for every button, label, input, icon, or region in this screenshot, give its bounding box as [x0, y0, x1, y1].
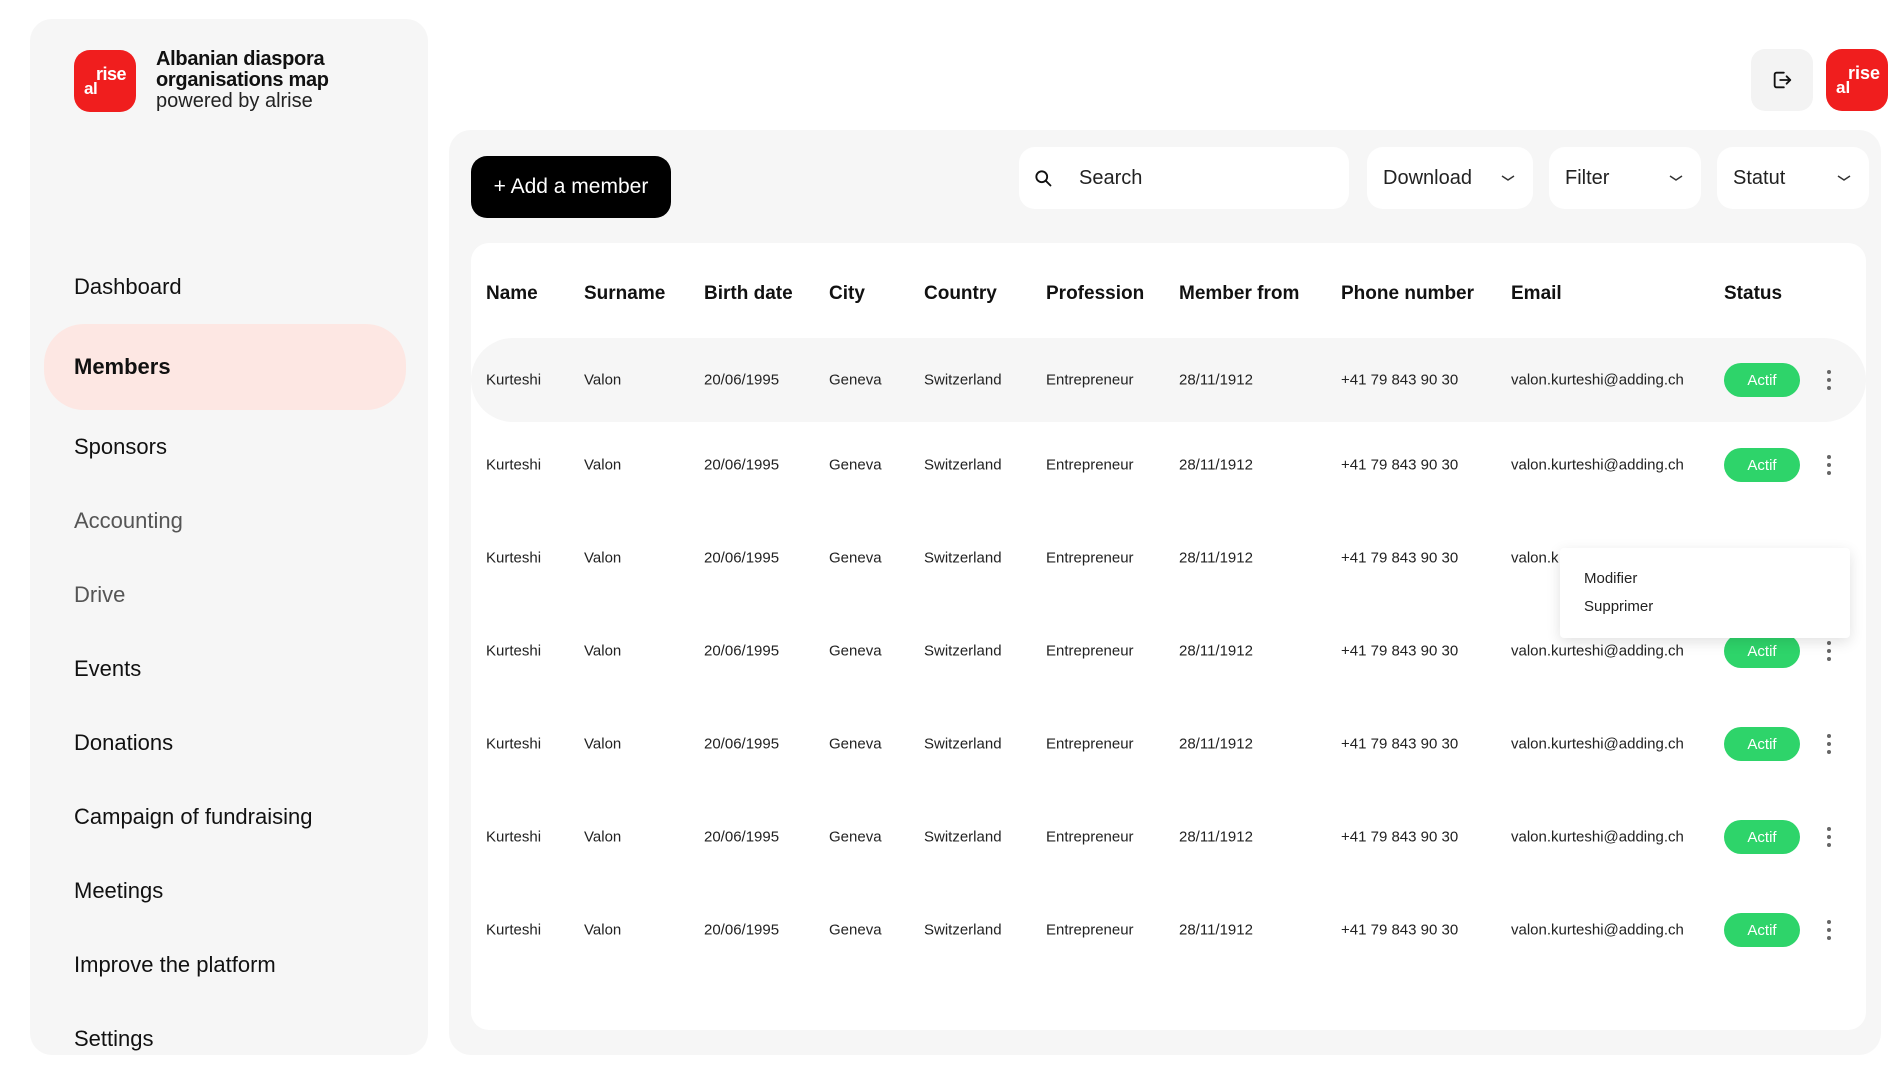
chevron-down-icon	[1501, 173, 1515, 183]
status-dropdown[interactable]	[1717, 147, 1869, 209]
brand-subtitle: powered by alrise	[156, 90, 313, 112]
header-country[interactable]: Country	[924, 283, 997, 304]
cell-birth-date: 20/06/1995	[704, 371, 780, 389]
cell-surname: Valon	[584, 371, 622, 389]
table-row[interactable]	[471, 423, 1866, 507]
brand-title-line2: organisations map	[156, 69, 329, 91]
cell-phone: +41 79 843 90 30	[1341, 921, 1459, 939]
cell-member-from: 28/11/1912	[1179, 456, 1253, 474]
kebab-menu-icon[interactable]	[1819, 638, 1839, 664]
cell-email[interactable]: valon.kurteshi@adding.ch	[1511, 371, 1684, 389]
cell-member-from: 28/11/1912	[1179, 828, 1253, 846]
cell-city: Geneva	[829, 921, 882, 939]
sidebar-item-sponsors[interactable]: Sponsors	[74, 434, 167, 459]
sidebar-item-drive[interactable]: Drive	[74, 582, 126, 607]
cell-surname: Valon	[584, 828, 622, 846]
status-label: Statut	[1733, 166, 1786, 189]
cell-country: Switzerland	[924, 921, 1002, 939]
sidebar-nav	[44, 250, 406, 1069]
cell-city: Geneva	[829, 371, 882, 389]
cell-email[interactable]: valon.kurteshi@adding.ch	[1511, 735, 1684, 753]
cell-birth-date: 20/06/1995	[704, 828, 780, 846]
cell-phone: +41 79 843 90 30	[1341, 642, 1459, 660]
cell-phone: +41 79 843 90 30	[1341, 735, 1459, 753]
cell-profession: Entrepreneur	[1046, 642, 1134, 660]
kebab-menu-icon[interactable]	[1819, 452, 1839, 478]
header-profession[interactable]: Profession	[1046, 283, 1145, 304]
sidebar-item-campaign[interactable]: Campaign of fundraising	[74, 804, 313, 829]
cell-profession: Entrepreneur	[1046, 921, 1134, 939]
cell-member-from: 28/11/1912	[1179, 549, 1253, 567]
cell-name: Kurteshi	[486, 549, 542, 567]
filter-label: Filter	[1565, 166, 1610, 189]
cell-phone: +41 79 843 90 30	[1341, 828, 1459, 846]
cell-surname: Valon	[584, 549, 622, 567]
cell-phone: +41 79 843 90 30	[1341, 456, 1459, 474]
sidebar-item-accounting[interactable]: Accounting	[74, 508, 183, 533]
cell-surname: Valon	[584, 921, 622, 939]
kebab-menu-icon[interactable]	[1819, 917, 1839, 943]
cell-birth-date: 20/06/1995	[704, 642, 780, 660]
sidebar-item-settings[interactable]: Settings	[74, 1026, 154, 1051]
cell-country: Switzerland	[924, 642, 1002, 660]
cell-city: Geneva	[829, 549, 882, 567]
table-row[interactable]	[471, 702, 1866, 786]
cell-country: Switzerland	[924, 549, 1002, 567]
search-icon	[1033, 168, 1053, 188]
cell-name: Kurteshi	[486, 642, 542, 660]
table-row[interactable]	[471, 888, 1866, 972]
cell-birth-date: 20/06/1995	[704, 735, 780, 753]
header-birth-date[interactable]: Birth date	[704, 283, 793, 304]
header-phone[interactable]: Phone number	[1341, 283, 1475, 304]
header-name[interactable]: Name	[486, 283, 538, 304]
logout-button[interactable]	[1751, 49, 1813, 111]
add-member-button[interactable]: + Add a member	[471, 156, 671, 218]
kebab-menu-icon[interactable]	[1819, 367, 1839, 393]
cell-profession: Entrepreneur	[1046, 456, 1134, 474]
cell-city: Geneva	[829, 735, 882, 753]
sidebar	[30, 19, 428, 1055]
brand-text	[156, 49, 329, 112]
cell-profession: Entrepreneur	[1046, 828, 1134, 846]
sidebar-item-improve[interactable]: Improve the platform	[74, 952, 276, 977]
kebab-menu-icon[interactable]	[1819, 824, 1839, 850]
cell-city: Geneva	[829, 456, 882, 474]
cell-member-from: 28/11/1912	[1179, 735, 1253, 753]
cell-name: Kurteshi	[486, 921, 542, 939]
sidebar-item-dashboard[interactable]: Dashboard	[74, 274, 182, 299]
search-placeholder: Search	[1079, 166, 1143, 189]
brand-title-line1: Albanian diaspora	[156, 48, 325, 70]
menu-item-supprimer[interactable]: Supprimer	[1584, 598, 1654, 615]
logout-icon	[1771, 69, 1793, 91]
cell-member-from: 28/11/1912	[1179, 642, 1253, 660]
filter-dropdown[interactable]	[1549, 147, 1701, 209]
cell-email[interactable]: valon.kurteshi@adding.ch	[1511, 642, 1684, 660]
cell-surname: Valon	[584, 735, 622, 753]
cell-email[interactable]: valon.k	[1511, 549, 1559, 567]
cell-country: Switzerland	[924, 371, 1002, 389]
cell-phone: +41 79 843 90 30	[1341, 549, 1459, 567]
cell-city: Geneva	[829, 828, 882, 846]
download-dropdown[interactable]	[1367, 147, 1533, 209]
row-context-menu	[1560, 548, 1850, 638]
status-badge: Actif	[1724, 820, 1800, 854]
header-member-from[interactable]: Member from	[1179, 283, 1300, 304]
chevron-down-icon	[1669, 173, 1683, 183]
cell-phone: +41 79 843 90 30	[1341, 371, 1459, 389]
cell-name: Kurteshi	[486, 371, 542, 389]
sidebar-item-events[interactable]: Events	[74, 656, 142, 681]
cell-birth-date: 20/06/1995	[704, 456, 780, 474]
header-email[interactable]: Email	[1511, 283, 1562, 304]
cell-country: Switzerland	[924, 456, 1002, 474]
cell-email[interactable]: valon.kurteshi@adding.ch	[1511, 828, 1684, 846]
cell-profession: Entrepreneur	[1046, 735, 1134, 753]
cell-country: Switzerland	[924, 735, 1002, 753]
download-label: Download	[1383, 166, 1472, 189]
avatar[interactable]: rise al	[1826, 49, 1888, 111]
status-badge: Actif	[1724, 913, 1800, 947]
cell-birth-date: 20/06/1995	[704, 549, 780, 567]
table-row[interactable]	[471, 338, 1866, 422]
cell-profession: Entrepreneur	[1046, 371, 1134, 389]
cell-profession: Entrepreneur	[1046, 549, 1134, 567]
sidebar-item-members[interactable]: Members	[44, 324, 406, 410]
status-badge: Actif	[1724, 634, 1800, 668]
alrise-logo: rise al	[74, 50, 136, 112]
header-city[interactable]: City	[829, 283, 865, 304]
sidebar-item-donations[interactable]: Donations	[74, 730, 174, 755]
cell-birth-date: 20/06/1995	[704, 921, 780, 939]
header-status[interactable]: Status	[1724, 283, 1783, 304]
sidebar-item-meetings[interactable]: Meetings	[74, 878, 164, 903]
cell-email[interactable]: valon.kurteshi@adding.ch	[1511, 456, 1684, 474]
status-badge: Actif	[1724, 448, 1800, 482]
cell-surname: Valon	[584, 642, 622, 660]
cell-email[interactable]: valon.kurteshi@adding.ch	[1511, 921, 1684, 939]
chevron-down-icon	[1837, 173, 1851, 183]
cell-surname: Valon	[584, 456, 622, 474]
cell-name: Kurteshi	[486, 456, 542, 474]
brand	[74, 49, 329, 112]
status-badge: Actif	[1724, 363, 1800, 397]
table-row[interactable]	[471, 795, 1866, 879]
cell-member-from: 28/11/1912	[1179, 921, 1253, 939]
cell-name: Kurteshi	[486, 828, 542, 846]
menu-item-modifier[interactable]: Modifier	[1584, 570, 1638, 587]
kebab-menu-icon[interactable]	[1819, 731, 1839, 757]
search-input[interactable]	[1019, 147, 1349, 209]
cell-member-from: 28/11/1912	[1179, 371, 1253, 389]
cell-name: Kurteshi	[486, 735, 542, 753]
cell-country: Switzerland	[924, 828, 1002, 846]
cell-city: Geneva	[829, 642, 882, 660]
header-surname[interactable]: Surname	[584, 283, 666, 304]
status-badge: Actif	[1724, 727, 1800, 761]
